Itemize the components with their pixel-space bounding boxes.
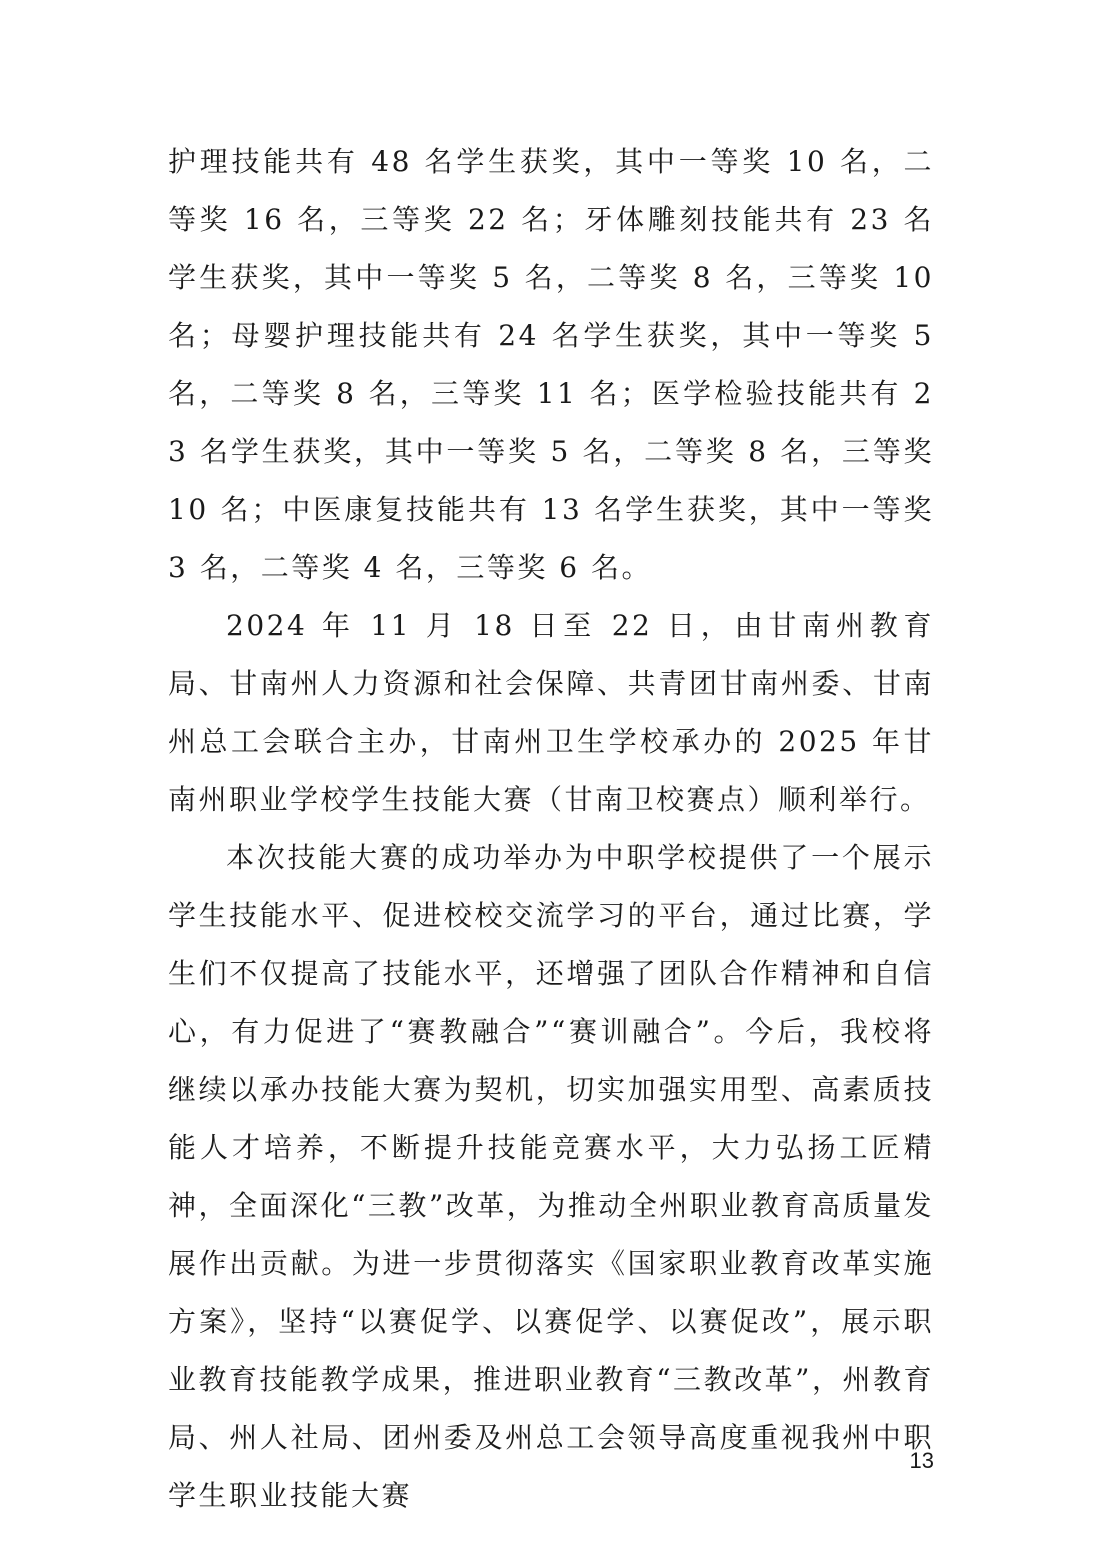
paragraph-event-announcement: 2024 年 11 月 18 日至 22 日，由甘南州教育局、甘南州人力资源和社会保障、共青团甘南州委、甘南州总工会联合主办，甘南州卫生学校承办的 2025 年甘南州职业学校学生技能大赛（甘南卫校赛点）顺利举行。	[168, 609, 934, 816]
page-number: 13	[909, 1448, 934, 1473]
paragraph-summary: 本次技能大赛的成功举办为中职学校提供了一个展示学生技能水平、促进校校交流学习的平台，通过比赛，学生们不仅提高了技能水平，还增强了团队合作精神和自信心，有力促进了“赛教融合”“赛训融合”。今后，我校将继续以承办技能大赛为契机，切实加强实用型、高素质技能人才培养，不断提升技能竞赛水平，大力弘扬工匠精神，全面深化“三教”改革，为推动全州职业教育高质量发展作出贡献。为进一步贯彻落实《国家职业教育改革实施方案》，坚持“以赛促学、以赛促学、以赛促改”，展示职业教育技能教学成果，推进职业教育“三教改革”，州教育局、州人社局、团州委及州总工会领导高度重视我州中职学生职业技能大赛	[168, 841, 934, 1512]
body-text	[168, 133, 934, 1525]
paragraph-awards-continuation: 护理技能共有 48 名学生获奖，其中一等奖 10 名，二等奖 16 名，三等奖 22 名；牙体雕刻技能共有 23 名学生获奖，其中一等奖 5 名，二等奖 8 名，三等奖 10 名；母婴护理技能共有 24 名学生获奖，其中一等奖 5 名，二等奖 8 名，三等奖 11 名；医学检验技能共有 23 名学生获奖，其中一等奖 5 名，二等奖 8 名，三等奖 10 名；中医康复技能共有 13 名学生获奖，其中一等奖 3 名，二等奖 4 名，三等奖 6 名。	[168, 145, 934, 584]
